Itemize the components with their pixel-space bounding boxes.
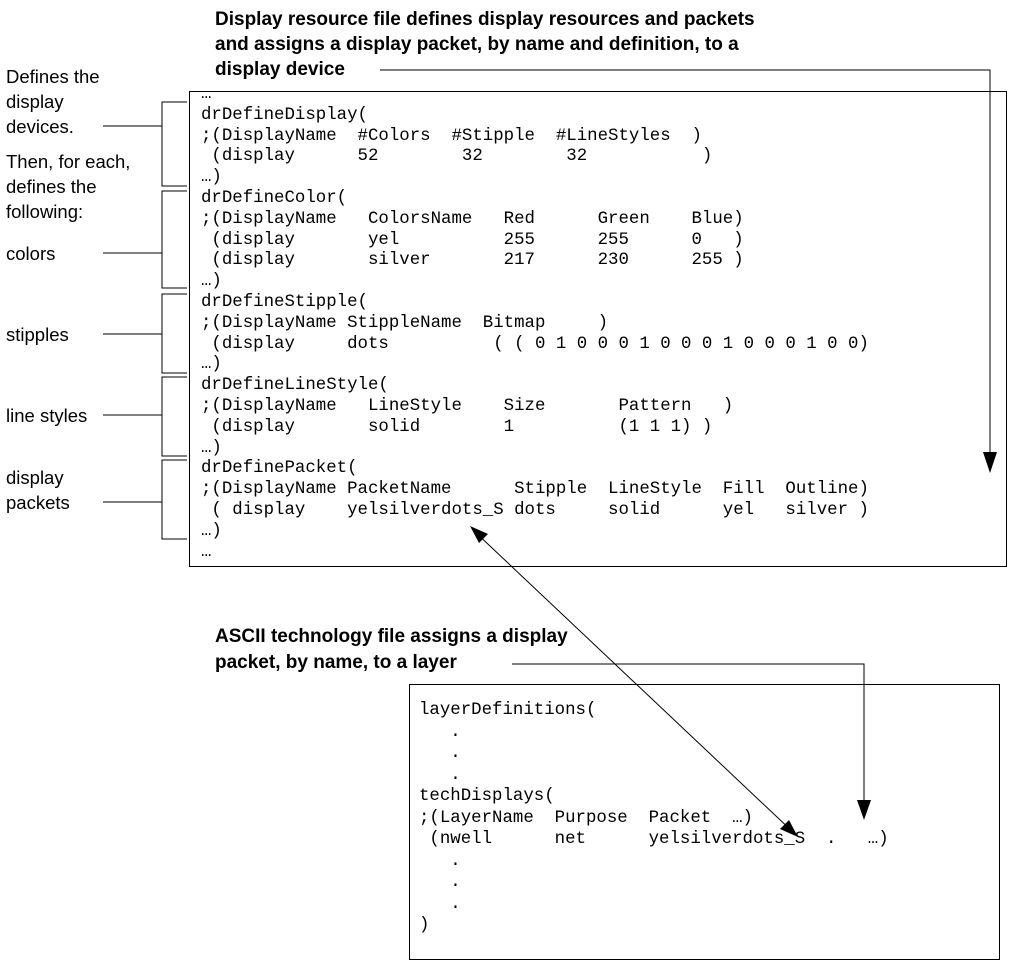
dr-code-line: ;(DisplayName LineStyle Size Pattern ): [201, 397, 734, 416]
label-defines-the: Defines the: [6, 66, 100, 87]
label-then-for-each: Then, for each,: [6, 151, 131, 172]
display-resource-heading-line-1: Display resource file defines display resources and packets: [215, 9, 755, 30]
tf-code-line: ;(LayerName Purpose Packet …): [419, 808, 753, 828]
packet-link-arrowhead-top: [470, 526, 488, 543]
dr-code-line: (display solid 1 (1 1 1) ): [201, 417, 713, 437]
tf-code-line: .: [419, 894, 461, 914]
display-packets-bracket: [103, 460, 187, 539]
dr-code-line: (display 52 32 32 ): [201, 147, 713, 167]
dr-code-line: ;(DisplayName StippleName Bitmap ): [201, 313, 609, 333]
ascii-tech-heading-line-1: ASCII technology file assigns a display: [215, 626, 568, 647]
label-defines-the-2: defines the: [6, 176, 97, 197]
dr-code-line: (display silver 217 230 255 ): [201, 251, 744, 271]
line-styles-bracket: [103, 377, 187, 456]
tf-code-line: techDisplays(: [419, 787, 555, 806]
display-devices-bracket: [103, 102, 187, 186]
dr-code-line: …): [201, 521, 222, 541]
label-devices: devices.: [6, 116, 74, 137]
heading-connector-line: [380, 70, 990, 458]
tf-code-line: .: [419, 744, 461, 763]
display-resource-heading-line-3: display device: [215, 59, 345, 80]
dr-code-line: drDefineColor(: [201, 189, 348, 208]
tf-code-line: layerDefinitions(: [419, 701, 597, 720]
colors-bracket: [103, 191, 187, 288]
tf-code-line: .: [419, 722, 461, 742]
dr-code-line: (display yel 255 255 0 ): [201, 230, 744, 250]
dr-code-line: …): [201, 168, 222, 188]
dr-code-line: ;(DisplayName ColorsName Red Green Blue): [201, 209, 744, 229]
dr-code-line: ;(DisplayName PacketName Stipple LineStyle Fill Outline): [201, 480, 869, 500]
dr-code-line: …): [201, 272, 222, 292]
tf-code-line: .: [419, 765, 461, 785]
tf-code-line: ): [419, 916, 430, 935]
dr-code-line: …): [201, 355, 222, 375]
packet-name-link-line: [473, 530, 795, 834]
dr-code-line: drDefinePacket(: [201, 459, 358, 479]
dr-code-line: …: [201, 85, 212, 104]
label-packets: packets: [6, 492, 70, 513]
tf-code-line: .: [419, 873, 461, 892]
ascii-tech-heading-line-2: packet, by name, to a layer: [215, 652, 457, 673]
dr-code-line: drDefineDisplay(: [201, 105, 368, 125]
stipples-bracket: [103, 294, 187, 373]
tech-heading-connector-line: [512, 664, 864, 800]
heading-arrowhead: [983, 452, 997, 473]
tf-code-line: .: [419, 851, 461, 871]
label-stipples: stipples: [6, 324, 69, 345]
display-resource-heading-line-2: and assigns a display packet, by name and definition, to a: [215, 34, 739, 55]
label-display-2: display: [6, 467, 64, 488]
dr-code-line: (display dots ( ( 0 1 0 0 0 1 0 0 0 1 0 0 0 1 0 0): [201, 334, 869, 354]
label-display: display: [6, 91, 64, 112]
tf-code-line: (nwell net yelsilverdots_S . …): [419, 830, 889, 849]
dr-code-line: …): [201, 438, 222, 458]
dr-code-line: ;(DisplayName #Colors #Stipple #LineStyles ): [201, 126, 702, 146]
dr-code-line: …: [201, 542, 212, 562]
dr-code-line: drDefineLineStyle(: [201, 376, 389, 396]
dr-code-line: drDefineStipple(: [201, 293, 368, 312]
dr-code-line: ( display yelsilverdots_S dots solid yel silver ): [201, 501, 869, 520]
label-colors: colors: [6, 243, 56, 264]
tech-heading-arrowhead: [857, 800, 871, 820]
label-following: following:: [6, 201, 84, 222]
label-line-styles: line styles: [6, 405, 88, 426]
